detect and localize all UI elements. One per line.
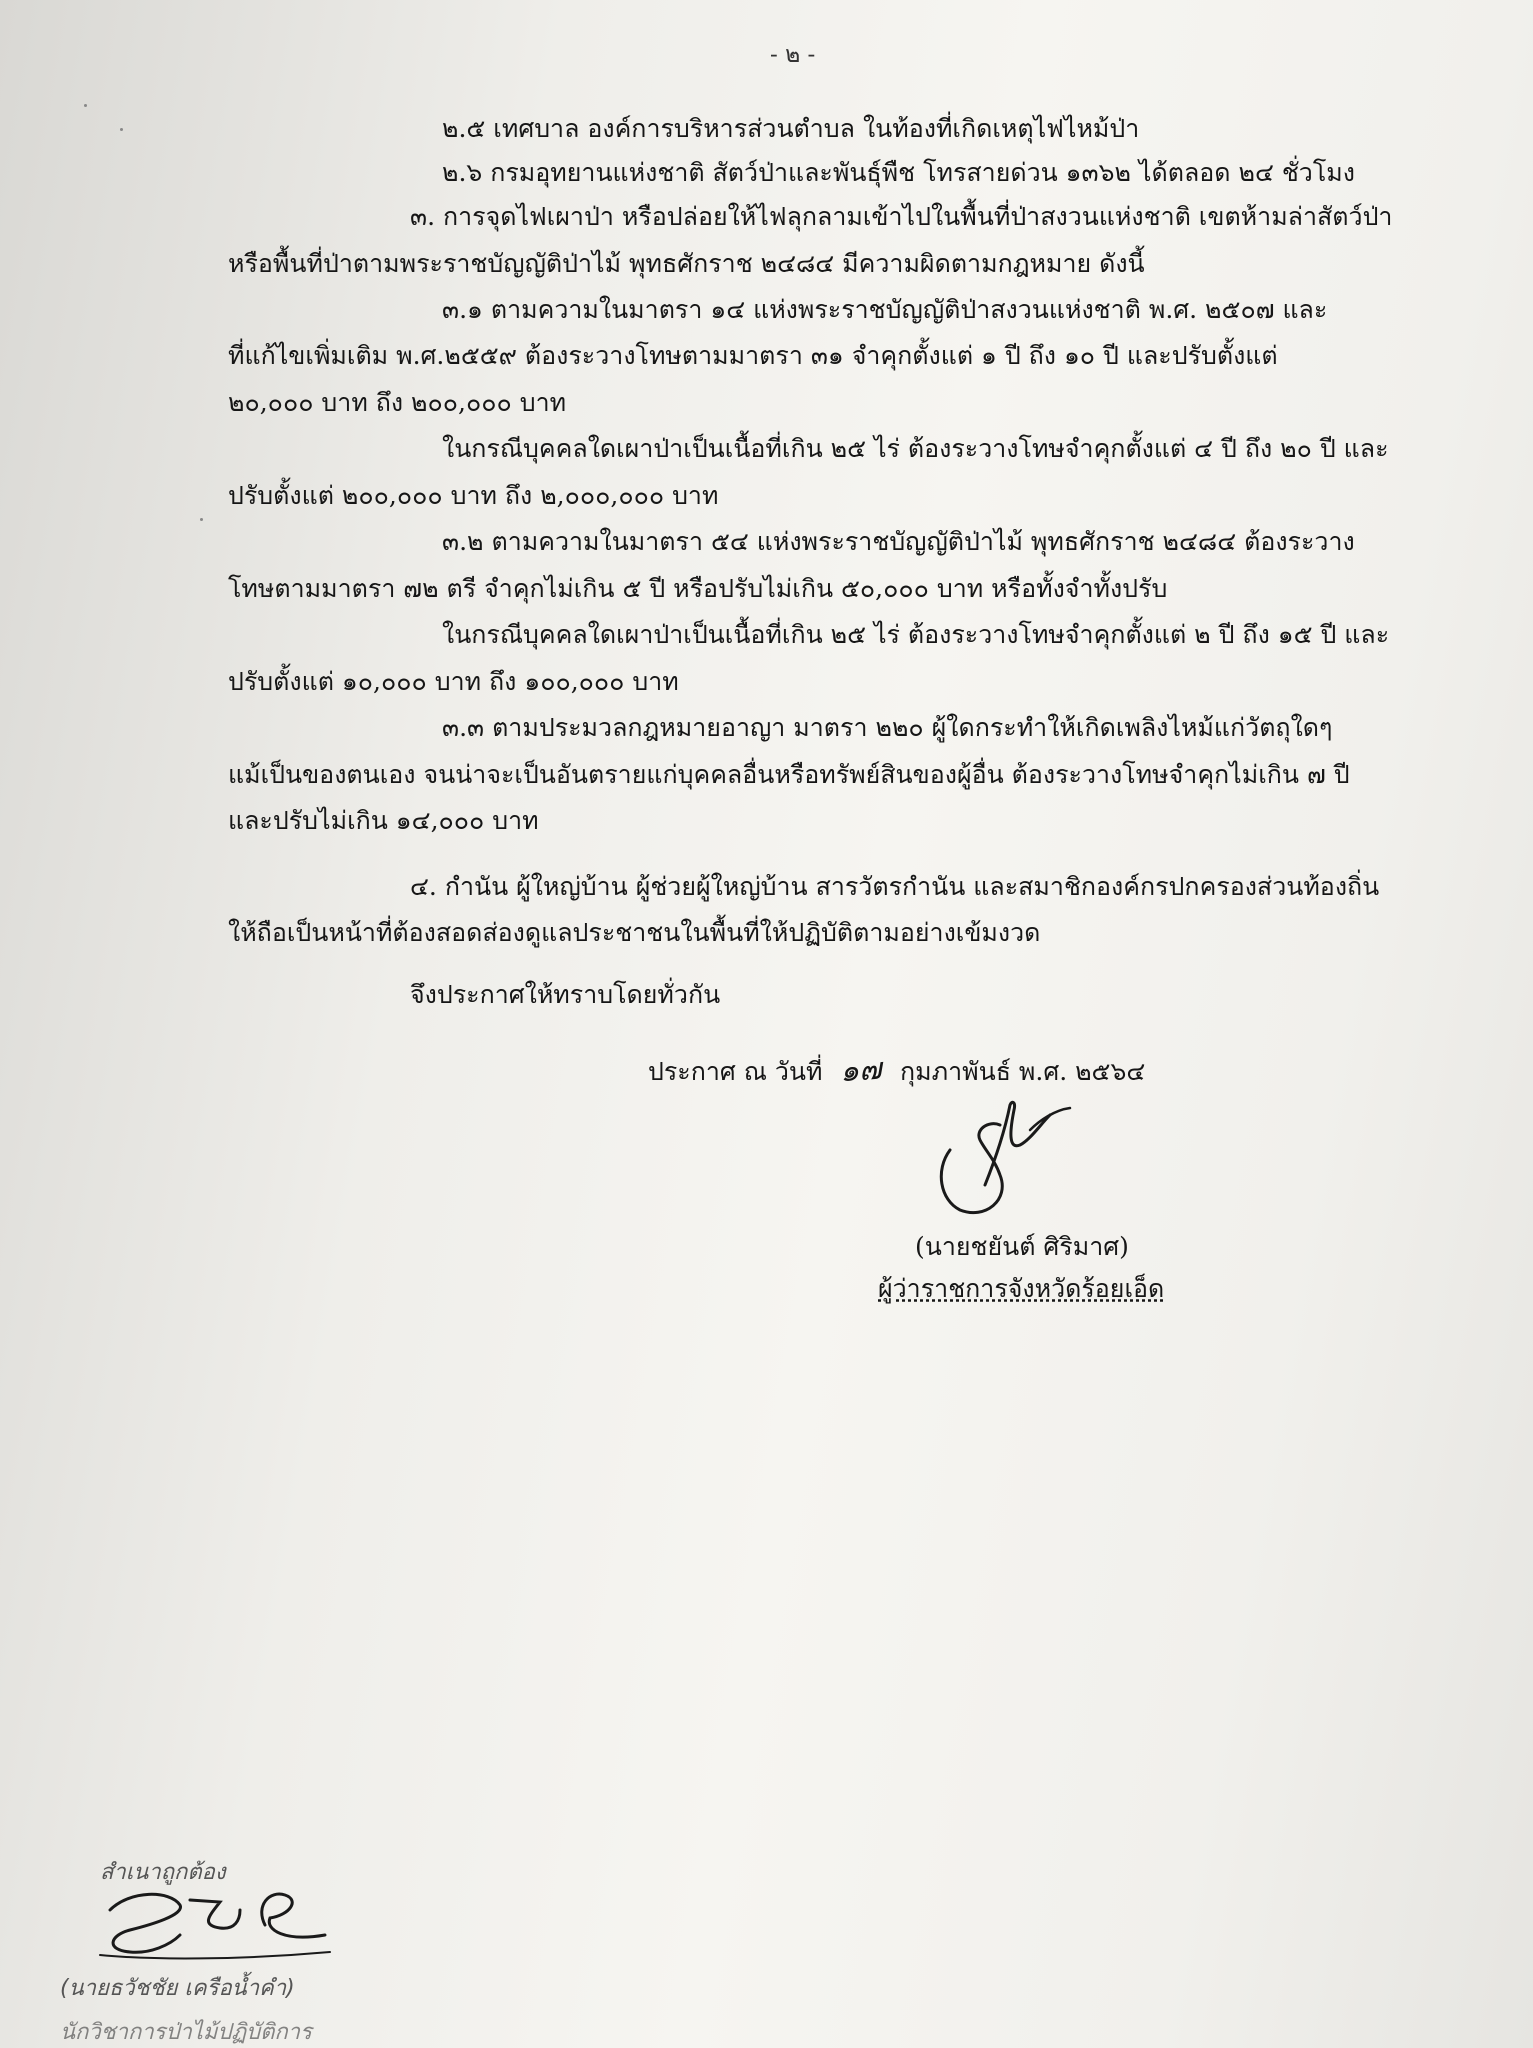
scan-speck [200,518,203,521]
page-number: - ๒ - [770,42,816,68]
clause-2-6: ๒.๖ กรมอุทยานแห่งชาติ สัตว์ป่าและพันธุ์พืช โทรสายด่วน ๑๓๖๒ ได้ตลอด ๒๔ ชั่วโมง [442,158,1355,187]
announce-prefix: ประกาศ ณ วันที่ [648,1057,823,1086]
signatory-name: (นายชยันต์ ศิริมาศ) [915,1232,1129,1261]
clause-4-line-2: ให้ถือเป็นหน้าที่ต้องสอดส่องดูแลประชาชนในพื้นที่ให้ปฏิบัติตามอย่างเข้มงวด [228,918,1041,947]
clause-3-line-1: ๓. การจุดไฟเผาป่า หรือปล่อยให้ไฟลุกลามเข้าไปในพื้นที่ป่าสงวนแห่งชาติ เขตห้ามล่าสัตว์ป่า [410,202,1393,231]
clause-3-line-2: หรือพื้นที่ป่าตามพระราชบัญญัติป่าไม้ พุทธศักราช ๒๔๘๔ มีความผิดตามกฎหมาย ดังนี้ [228,249,1145,278]
clause-2-5: ๒.๕ เทศบาล องค์การบริหารส่วนตำบล ในท้องที่เกิดเหตุไฟไหม้ป่า [442,114,1140,143]
clause-3-2-line-1: ๓.๒ ตามความในมาตรา ๕๔ แห่งพระราชบัญญัติป่าไม้ พุทธศักราช ๒๔๘๔ ต้องระวาง [442,527,1355,556]
clause-3-1-line-1: ๓.๑ ตามความในมาตรา ๑๔ แห่งพระราชบัญญัติป่าสงวนแห่งชาติ พ.ศ. ๒๕๐๗ และ [442,295,1328,324]
announce-date [648,1051,1146,1090]
certifier-title: นักวิชาการป่าไม้ปฏิบัติการ [60,2020,312,2045]
governor-signature [930,1090,1130,1230]
clause-3-2-line-2: โทษตามมาตรา ๗๒ ตรี จำคุกไม่เกิน ๕ ปี หรือปรับไม่เกิน ๕๐,๐๐๐ บาท หรือทั้งจำทั้งปรับ [228,574,1168,603]
clause-3-3-line-1: ๓.๓ ตามประมวลกฎหมายอาญา มาตรา ๒๒๐ ผู้ใดกระทำให้เกิดเพลิงไหม้แก่วัตถุใดๆ [442,713,1333,742]
clause-4-line-1: ๔. กำนัน ผู้ใหญ่บ้าน ผู้ช่วยผู้ใหญ่บ้าน สารวัตรกำนัน และสมาชิกองค์กรปกครองส่วนท้องถิ่น [410,872,1380,901]
scan-speck [120,128,123,131]
clause-3-3-line-3: และปรับไม่เกิน ๑๔,๐๐๐ บาท [228,806,539,835]
clause-3-2-extra-line-2: ปรับตั้งแต่ ๑๐,๐๐๐ บาท ถึง ๑๐๐,๐๐๐ บาท [228,667,679,696]
certifier-name: (นายธวัชชัย เครือน้ำคำ) [60,1976,295,2001]
announce-day-handwritten: ๑๗ [839,1051,884,1090]
certifier-signature [90,1880,340,1970]
clause-3-1-extra-line-2: ปรับตั้งแต่ ๒๐๐,๐๐๐ บาท ถึง ๒,๐๐๐,๐๐๐ บาท [228,481,719,510]
scan-speck [84,104,87,107]
closing-statement: จึงประกาศให้ทราบโดยทั่วกัน [410,980,721,1009]
signatory-title: ผู้ว่าราชการจังหวัดร้อยเอ็ด [878,1274,1165,1303]
clause-3-1-line-2: ที่แก้ไขเพิ่มเติม พ.ศ.๒๕๕๙ ต้องระวางโทษตามมาตรา ๓๑ จำคุกตั้งแต่ ๑ ปี ถึง ๑๐ ปี และปรับตั้งแต่ [228,341,1278,370]
clause-3-1-extra-line-1: ในกรณีบุคคลใดเผาป่าเป็นเนื้อที่เกิน ๒๕ ไร่ ต้องระวางโทษจำคุกตั้งแต่ ๔ ปี ถึง ๒๐ ปี และ [442,434,1389,463]
clause-3-2-extra-line-1: ในกรณีบุคคลใดเผาป่าเป็นเนื้อที่เกิน ๒๕ ไร่ ต้องระวางโทษจำคุกตั้งแต่ ๒ ปี ถึง ๑๕ ปี และ [442,620,1390,649]
certified-copy-label: สำเนาถูกต้อง [100,1860,226,1885]
announce-month-year: กุมภาพันธ์ พ.ศ. ๒๕๖๔ [899,1057,1146,1086]
clause-3-3-line-2: แม้เป็นของตนเอง จนน่าจะเป็นอันตรายแก่บุคคลอื่นหรือทรัพย์สินของผู้อื่น ต้องระวางโทษจำคุกไม่เกิน ๗ ปี [228,760,1350,789]
clause-3-1-line-3: ๒๐,๐๐๐ บาท ถึง ๒๐๐,๐๐๐ บาท [228,388,567,417]
